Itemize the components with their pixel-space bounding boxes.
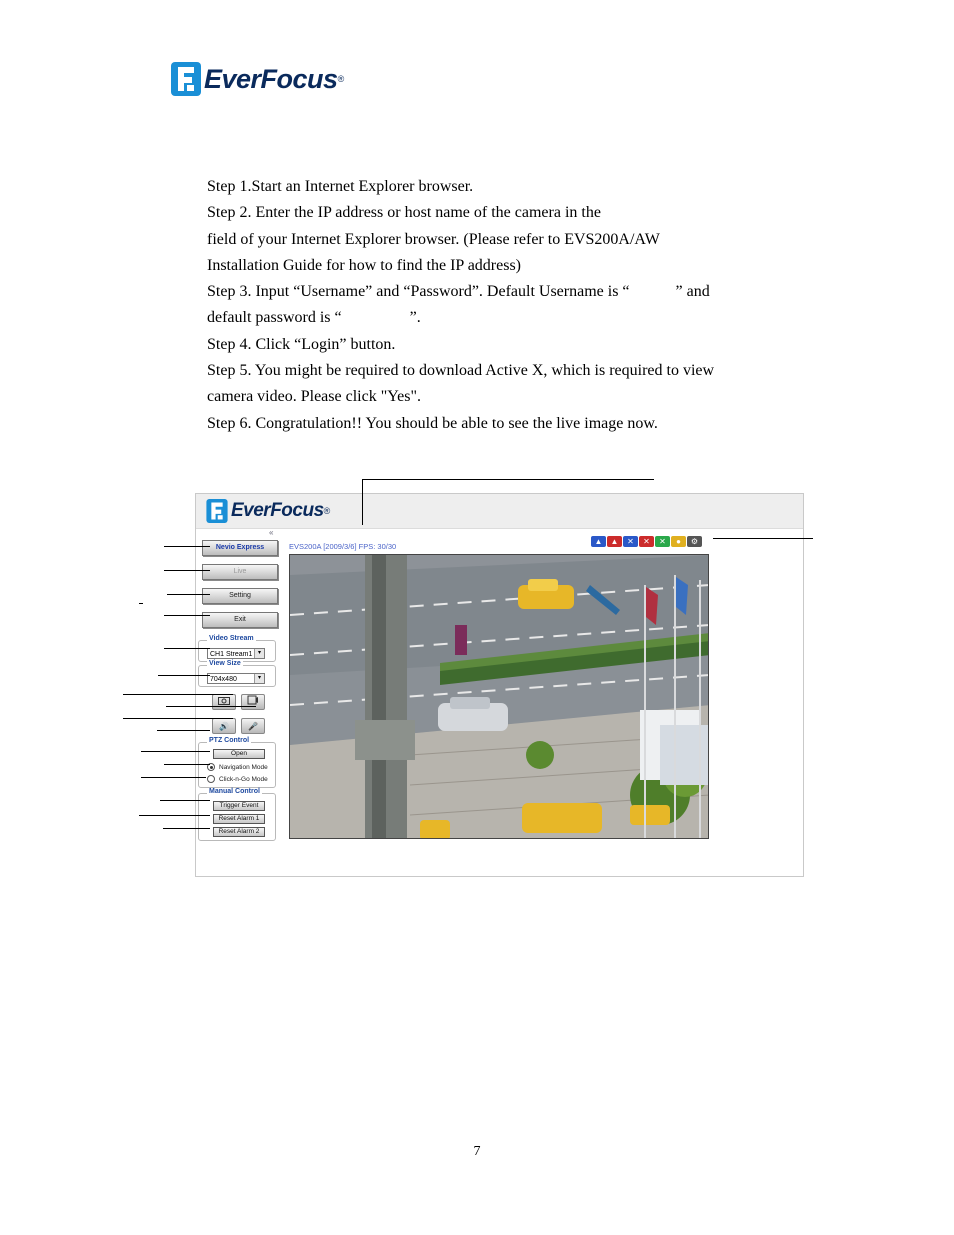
video-stream-title: Video Stream <box>209 635 254 642</box>
ui-header-bar <box>196 494 803 529</box>
web-ui-screenshot <box>195 493 804 877</box>
motion-blue-icon[interactable]: ✕ <box>623 536 638 547</box>
callout-line <box>362 479 654 480</box>
registered-mark: ® <box>337 74 345 84</box>
step-line: Step 4. Click “Login” button. <box>207 335 396 353</box>
view-size-title: View Size <box>209 660 241 667</box>
nevio-express-button[interactable]: Nevio Express <box>202 540 278 556</box>
motion-green-icon[interactable]: ✕ <box>655 536 670 547</box>
callout-line <box>157 730 210 731</box>
ptz-open-button[interactable]: Open <box>213 749 265 759</box>
radio-icon <box>207 775 215 783</box>
alarm-yellow-icon[interactable]: ● <box>671 536 686 547</box>
step-line: default password is “ ”. <box>207 309 421 327</box>
ptz-control-group <box>198 737 276 788</box>
manual-control-title: Manual Control <box>209 788 260 795</box>
camera-icon <box>218 696 230 705</box>
callout-line <box>163 828 210 829</box>
status-toolbar <box>591 536 702 547</box>
callout-line <box>123 718 233 719</box>
step-line: Step 2. Enter the IP address or host name of the camera in the <box>207 204 601 222</box>
ui-registered-mark: ® <box>323 506 331 516</box>
callout-line <box>167 594 210 595</box>
street-scene-image <box>290 555 709 839</box>
ui-logo-wordmark: EverFocus <box>231 500 324 521</box>
chevron-down-icon: ▾ <box>254 674 264 683</box>
reset-alarm-1-button[interactable]: Reset Alarm 1 <box>213 814 265 824</box>
callout-line <box>141 777 206 778</box>
microphone-button[interactable] <box>241 718 265 734</box>
step-line: Step 5. You might be required to download Active X, which is required to view <box>207 362 715 380</box>
step-line: camera video. Please click "Yes". <box>207 388 422 406</box>
person-blue-icon[interactable]: ▲ <box>591 536 606 547</box>
live-button[interactable]: Live <box>202 564 278 580</box>
exit-button[interactable]: Exit <box>202 612 278 628</box>
trigger-event-button[interactable]: Trigger Event <box>213 801 265 811</box>
callout-line <box>139 815 210 816</box>
view-size-select[interactable]: 704x480 ▾ <box>207 673 265 684</box>
instruction-steps <box>207 174 807 437</box>
callout-line <box>164 570 210 571</box>
page-number: 7 <box>473 1144 481 1159</box>
callout-line <box>164 546 210 547</box>
microphone-icon: 🎤 <box>248 722 258 731</box>
reset-alarm-2-button[interactable]: Reset Alarm 2 <box>213 827 265 837</box>
step-line: field of your Internet Explorer browser. (Please refer to EVS200A/AW <box>207 230 660 248</box>
ui-logo <box>206 499 330 523</box>
speaker-button[interactable] <box>212 718 236 734</box>
everfocus-logo-icon <box>171 62 201 96</box>
camera-title: EVS200A [2009/3/6] FPS: 30/30 <box>289 542 397 551</box>
view-size-group <box>198 660 276 687</box>
collapse-sidebar-icon[interactable]: « <box>269 528 274 537</box>
speaker-icon: 🔊 <box>219 722 229 731</box>
ptz-control-title: PTZ Control <box>209 737 250 744</box>
callout-line <box>164 648 210 649</box>
live-video-view[interactable] <box>289 554 709 839</box>
person-red-icon[interactable]: ▲ <box>607 536 622 547</box>
callout-line <box>362 479 363 525</box>
logo-wordmark: EverFocus <box>204 63 338 94</box>
motion-red-icon[interactable]: ✕ <box>639 536 654 547</box>
callout-line <box>164 615 210 616</box>
callout-line <box>123 694 233 695</box>
step-line: Step 6. Congratulation!! You should be able to see the live image now. <box>207 414 658 432</box>
callout-line <box>139 603 143 604</box>
record-icon <box>247 695 259 705</box>
settings-icon[interactable]: ⚙ <box>687 536 702 547</box>
callout-line <box>158 675 210 676</box>
callout-line <box>166 706 256 707</box>
record-button[interactable] <box>241 694 265 710</box>
everfocus-logo-icon <box>206 499 228 523</box>
navigation-mode-radio[interactable]: Navigation Mode <box>207 763 268 771</box>
step-line: Step 3. Input “Username” and “Password”. Default Username is “ ” and <box>207 283 710 301</box>
callout-line <box>160 800 210 801</box>
callout-line <box>164 764 210 765</box>
chevron-down-icon: ▾ <box>254 649 264 658</box>
everfocus-logo <box>171 62 344 96</box>
click-n-go-mode-radio[interactable]: Click-n-Go Mode <box>207 775 268 783</box>
step-line: Installation Guide for how to find the IP address) <box>207 256 522 274</box>
video-stream-select[interactable]: CH1 Stream1 ▾ <box>207 648 265 659</box>
video-stream-group <box>198 635 276 662</box>
callout-line <box>713 538 813 539</box>
step-line: Step 1.Start an Internet Explorer browser. <box>207 178 474 195</box>
callout-line <box>141 751 210 752</box>
setting-button[interactable]: Setting <box>202 588 278 604</box>
snapshot-button[interactable] <box>212 694 236 710</box>
